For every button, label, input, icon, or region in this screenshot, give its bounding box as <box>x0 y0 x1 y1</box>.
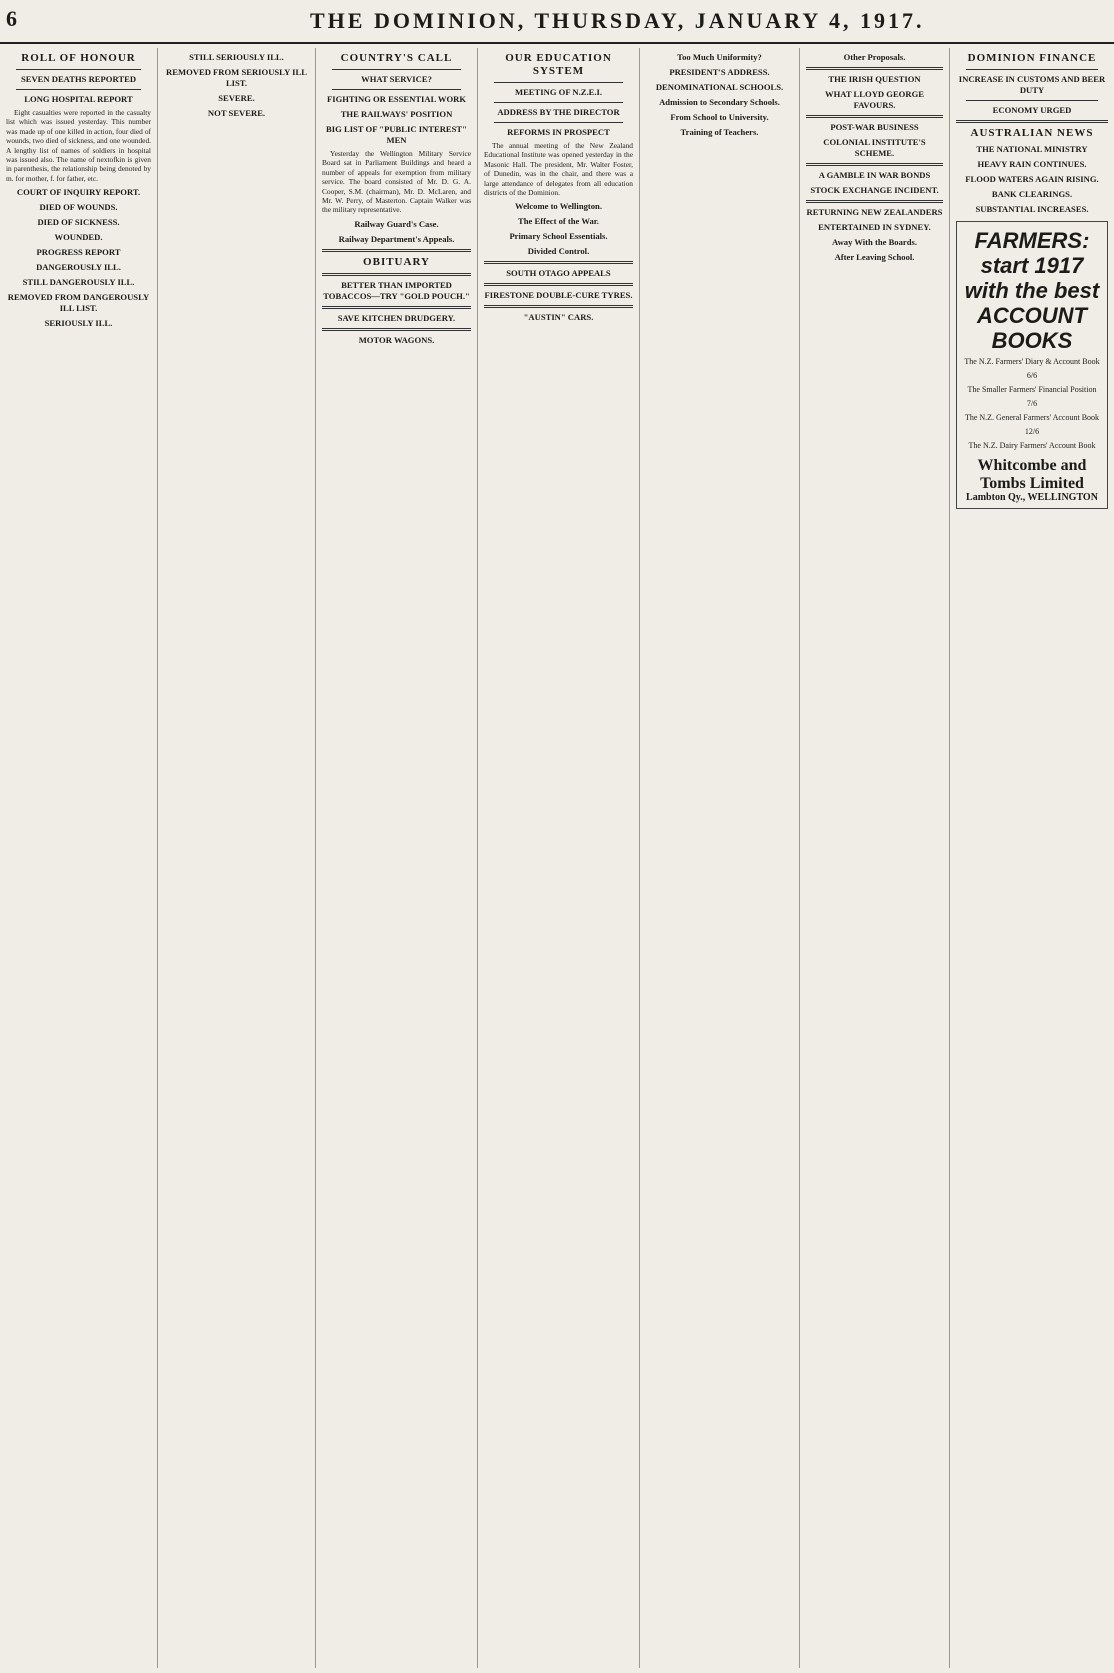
column-education <box>478 48 640 1668</box>
gold-pouch-ad: BETTER THAN IMPORTED TOBACCOS—TRY "GOLD POUCH." <box>323 279 470 301</box>
education-intro: The annual meeting of the New Zealand Educational Institute was opened yesterday in the Masonic Hall. The president, Mr. Walter Foster, of Dunedin, was in the chair, and there was a large attendance of delegates from all education districts of the Dominion. <box>484 141 633 198</box>
column-roll-of-honour <box>0 48 158 1668</box>
kitchen-ad: SAVE KITCHEN DRUDGERY. <box>337 312 456 323</box>
roll-died-wounds: DIED OF WOUNDS. <box>39 202 118 213</box>
roll-sub2: LONG HOSPITAL REPORT <box>24 94 133 104</box>
divided-head: Divided Control. <box>527 246 590 257</box>
irish-head: THE IRISH QUESTION <box>828 74 921 84</box>
training-head: Training of Teachers. <box>680 127 759 137</box>
roll-still-serious: STILL SERIOUSLY ILL. <box>189 52 284 62</box>
roll-of-honour-title: ROLL OF HONOUR <box>21 52 136 64</box>
railway-guard: Railway Guard's Case. <box>354 218 439 229</box>
entertained-head: ENTERTAINED IN SYDNEY. <box>818 222 931 232</box>
roll-severe: SEVERE. <box>218 93 255 103</box>
masthead-title: THE DOMINION, THURSDAY, JANUARY 4, 1917. <box>310 8 925 33</box>
ad-line2: The Smaller Farmers' Financial Position <box>967 385 1097 394</box>
stock-head: STOCK EXCHANGE INCIDENT. <box>810 185 939 195</box>
ad-price2: 7/6 <box>1026 399 1038 408</box>
countrys-call-sub4: BIG LIST OF "PUBLIC INTEREST" MEN <box>326 124 467 145</box>
ad-price3: 12/6 <box>1024 427 1040 436</box>
effect-head: The Effect of the War. <box>518 216 599 227</box>
education-title: OUR EDUCATION SYSTEM <box>505 52 612 77</box>
denom-head: DENOMINATIONAL SCHOOLS. <box>655 82 784 92</box>
roll-still-dangerous: STILL DANGEROUSLY ILL. <box>22 277 135 288</box>
increases-head: SUBSTANTIAL INCREASES. <box>975 204 1089 214</box>
roll-not-severe: NOT SEVERE. <box>207 108 266 118</box>
roll-removed-serious: REMOVED FROM SERIOUSLY ILL LIST. <box>166 67 307 88</box>
flood-head: FLOOD WATERS AGAIN RISING. <box>965 174 1099 184</box>
ad-line3: The N.Z. General Farmers' Account Book <box>964 413 1100 422</box>
bank-clearings-head: BANK CLEARINGS. <box>991 189 1073 199</box>
uniformity-head: Too Much Uniformity? <box>677 52 762 62</box>
ad-price1: 6/6 <box>1026 371 1038 380</box>
postwar-head: POST-WAR BUSINESS <box>830 122 919 132</box>
roll-dangerous: DANGEROUSLY ILL. <box>36 262 121 273</box>
countrys-call-sub2: FIGHTING OR ESSENTIAL WORK <box>326 94 467 104</box>
admission-head: Admission to Secondary Schools. <box>659 97 780 107</box>
australian-news-title: AUSTRALIAN NEWS <box>970 127 1094 139</box>
roll-intro: Eight casualties were reported in the casualty list which was issued yesterday. This number was made up of one killed in action, four died of wounds, two died of sickness, and one wounded. A lengthy list of names of soldiers in hospital was issued also. The name of nextofkin is given in parenthesis, the relationship being denoted by m. for mother, f. for father, etc. <box>6 108 151 183</box>
roll-wounded: WOUNDED. <box>54 232 103 243</box>
railway-dept: Railway Department's Appeals. <box>338 233 455 244</box>
finance-sub: INCREASE IN CUSTOMS AND BEER DUTY <box>958 74 1106 95</box>
ad-address: Lambton Qy., WELLINGTON <box>966 492 1098 503</box>
gamble-head: A GAMBLE IN WAR BONDS <box>818 170 931 180</box>
roll-seriously: SERIOUSLY ILL. <box>44 318 113 329</box>
colonial-head: COLONIAL INSTITUTE'S SCHEME. <box>823 137 926 158</box>
education-sub: MEETING OF N.Z.E.I. <box>514 87 603 97</box>
roll-removed: REMOVED FROM DANGEROUSLY ILL LIST. <box>7 292 150 314</box>
column-finance <box>950 48 1114 1668</box>
irish-sub: WHAT LLOYD GEORGE FAVOURS. <box>824 89 924 110</box>
finance-sub2: ECONOMY URGED <box>992 105 1072 115</box>
education-sub3: REFORMS IN PROSPECT <box>507 127 610 137</box>
account-books-advert <box>956 221 1108 509</box>
roll-died-sickness: DIED OF SICKNESS. <box>37 217 120 228</box>
finance-title: DOMINION FINANCE <box>967 52 1097 64</box>
roll-sub: SEVEN DEATHS REPORTED <box>20 74 137 84</box>
ad-headline: FARMERS: start 1917 with the best ACCOUNT BOOKS <box>964 228 1100 353</box>
ad-company: Whitcombe and Tombs Limited <box>977 457 1087 492</box>
obituary-title: OBITUARY <box>363 255 430 268</box>
countrys-call-sub3: THE RAILWAYS' POSITION <box>340 109 453 119</box>
president-head: PRESIDENT'S ADDRESS. <box>669 67 770 77</box>
countrys-call-intro: Yesterday the Wellington Military Service Board sat in Parliament Buildings and heard a number of appeals for exemption from military service. The board consisted of Mr. D. G. A. Cooper, S.M. (chairman), Mr. D. McLaren, and Mr. W. Perry, of Masterton. Captain Walker was the military representative. <box>322 149 471 215</box>
masthead <box>0 0 1114 44</box>
countrys-call-title: COUNTRY'S CALL <box>340 52 453 64</box>
roll-court: COURT OF INQUIRY REPORT. <box>16 187 141 198</box>
countrys-call-sub: WHAT SERVICE? <box>361 74 432 84</box>
column-news <box>800 48 950 1668</box>
austin-ad: "AUSTIN" CARS. <box>523 312 594 323</box>
primary-head: Primary School Essentials. <box>509 231 608 242</box>
column-countrys-call <box>316 48 478 1668</box>
returning-head: RETURNING NEW ZEALANDERS <box>806 207 943 217</box>
national-ministry-head: THE NATIONAL MINISTRY <box>976 144 1088 154</box>
leaving-head: After Leaving School. <box>834 252 915 262</box>
welcome-head: Welcome to Wellington. <box>515 201 602 212</box>
ad-line1: The N.Z. Farmers' Diary & Account Book <box>964 357 1100 366</box>
south-otago-head: SOUTH OTAGO APPEALS <box>506 268 611 279</box>
education-sub2: ADDRESS BY THE DIRECTOR <box>497 107 620 117</box>
ad-line4: The N.Z. Dairy Farmers' Account Book <box>968 441 1096 450</box>
university-head: From School to University. <box>670 112 769 122</box>
heavy-rain-head: HEAVY RAIN CONTINUES. <box>977 159 1087 169</box>
roll-progress: PROGRESS REPORT <box>36 247 121 258</box>
page-number: 6 <box>6 6 17 31</box>
column-education-cont <box>640 48 800 1668</box>
other-proposals-head: Other Proposals. <box>843 52 906 62</box>
column-casualty-list <box>158 48 316 1668</box>
firestone-ad: FIRESTONE DOUBLE-CURE TYRES. <box>484 290 633 301</box>
motor-wagons-ad: MOTOR WAGONS. <box>358 334 435 345</box>
away-head: Away With the Boards. <box>832 237 917 247</box>
